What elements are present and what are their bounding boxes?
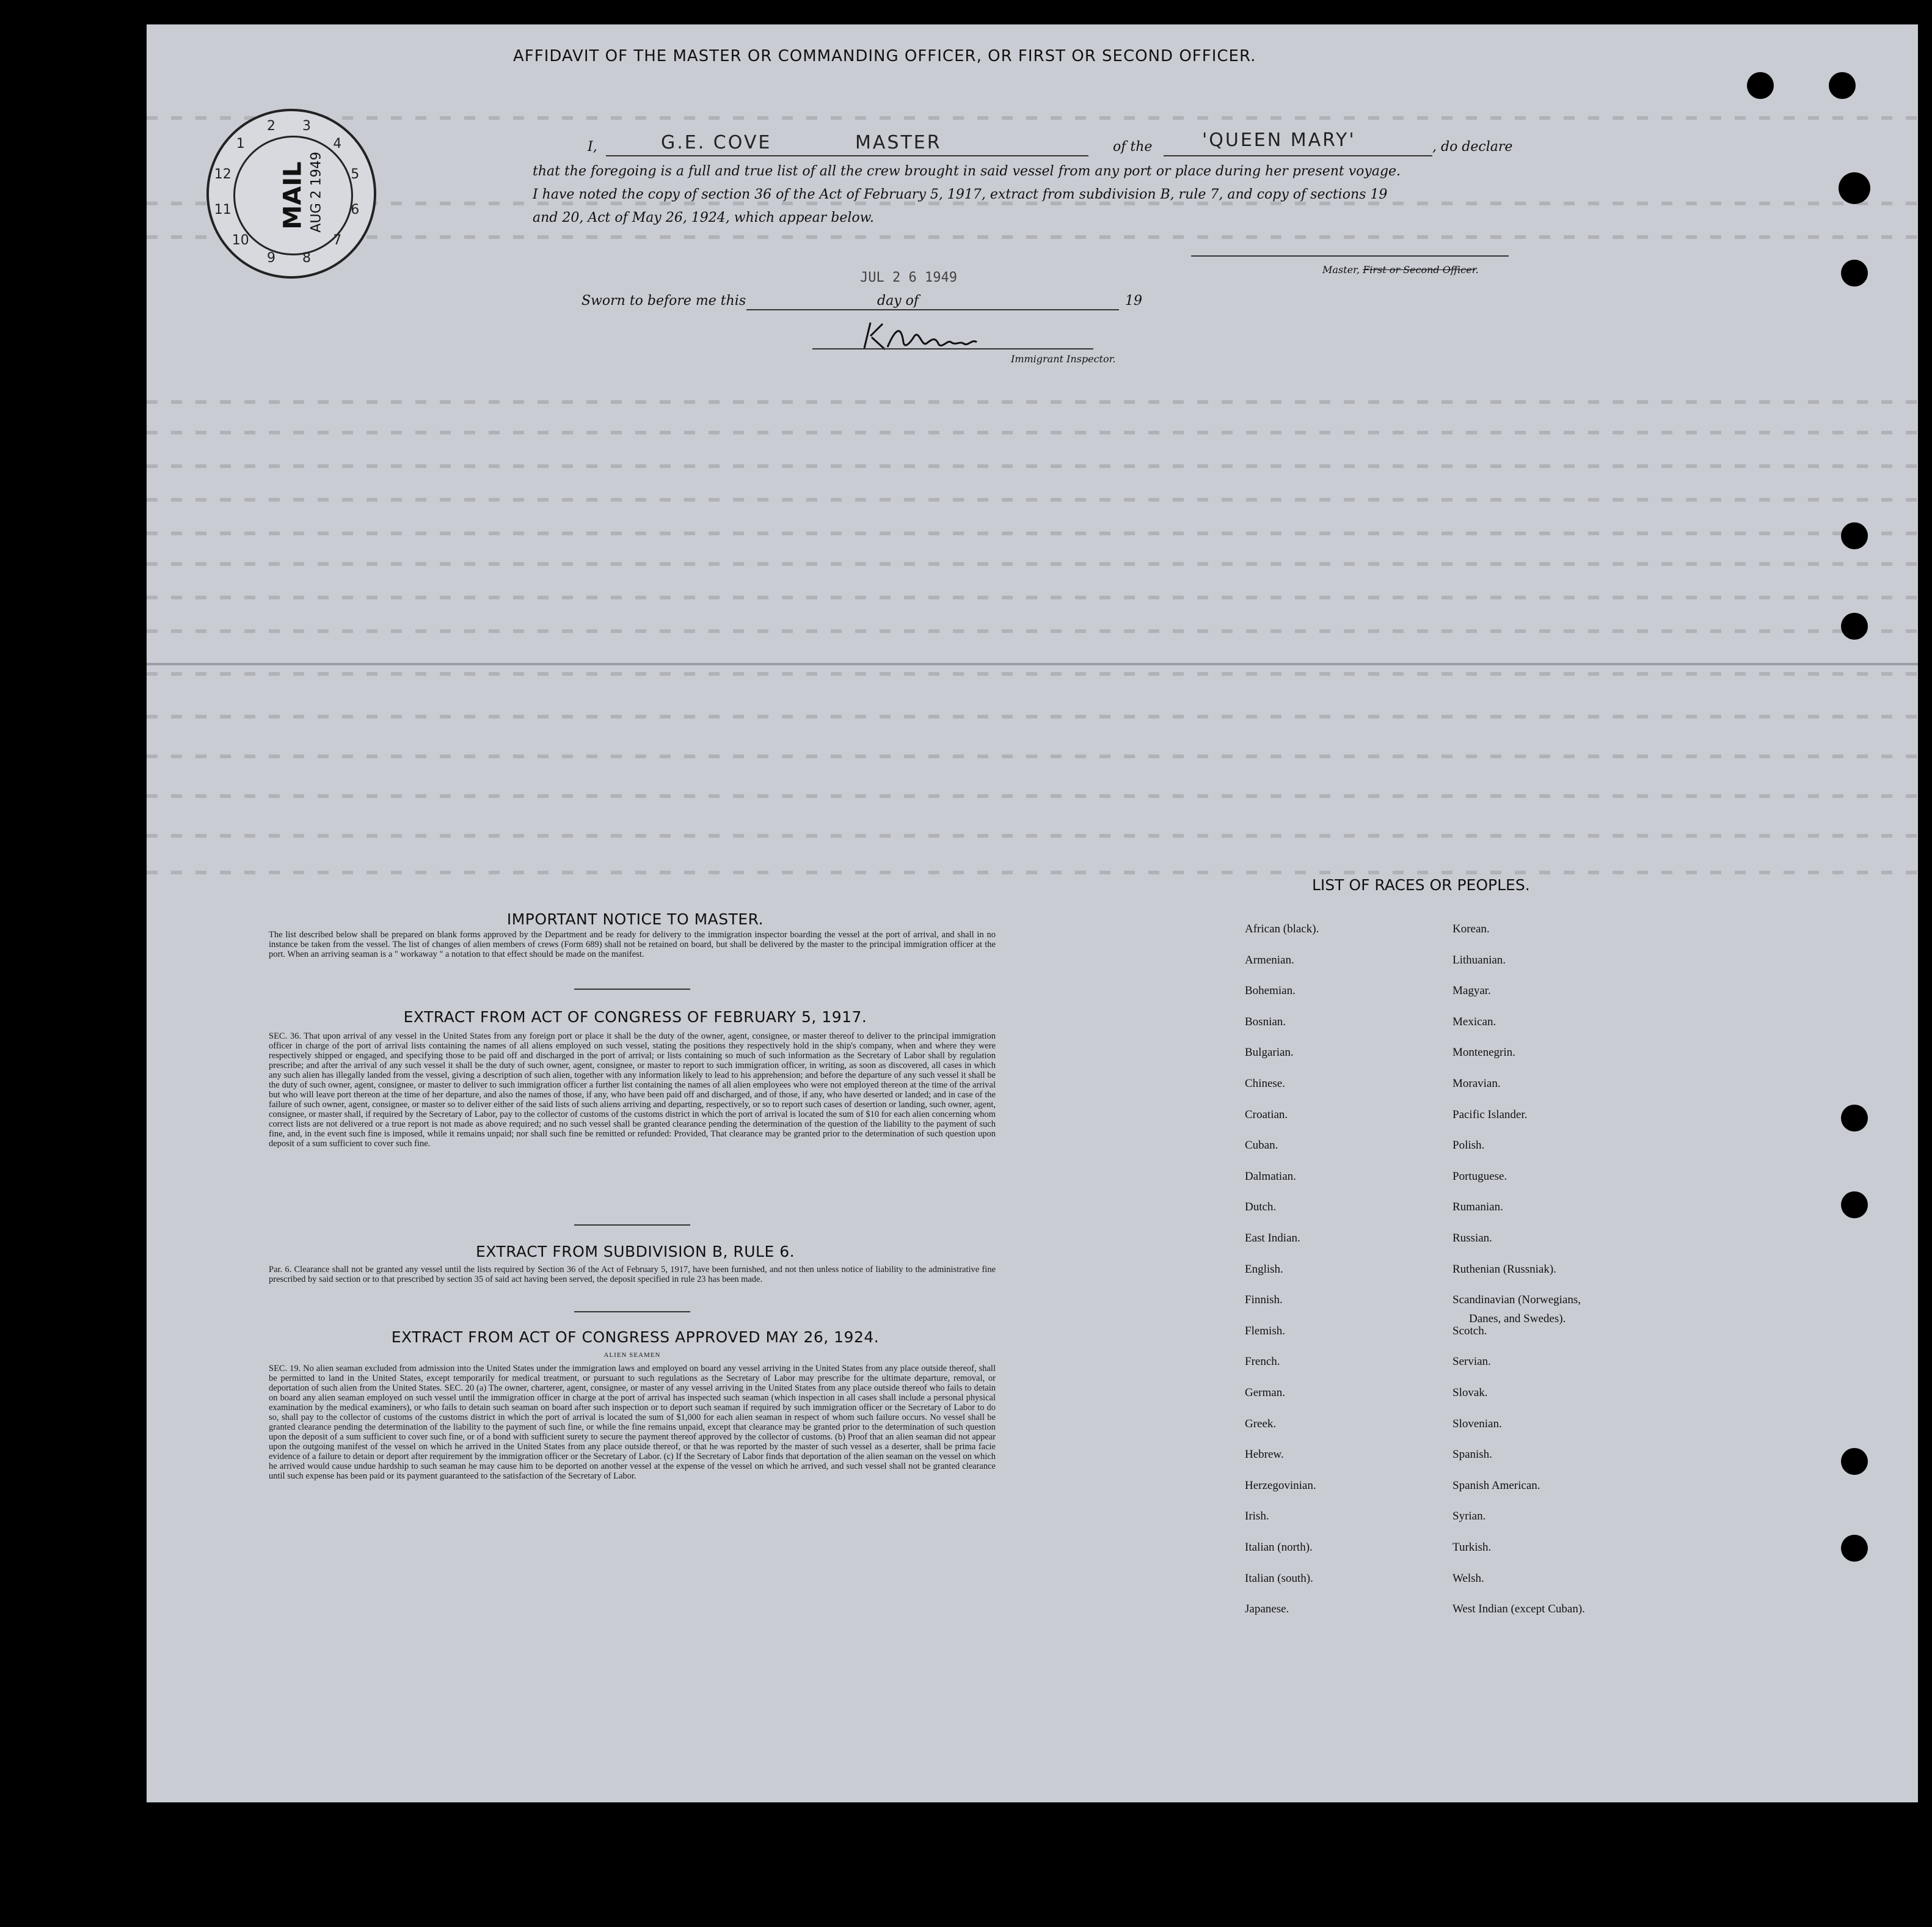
race-item: Servian. (1453, 1355, 1491, 1369)
race-item: Japanese. (1245, 1603, 1289, 1616)
notice-body: The list described below shall be prepared on blank forms approved by the Department and be ready for delivery to the immigration inspector boarding the vessel at the port of arrival, and shall in no instance be taken from the vessel. The list of changes of alien members of crews (Form 689) shall not be retained on board, but shall be delivered by the master to the principal immigration officer at the port. When an arriving seaman is a " workaway " a notation to that effect should be made on the manifest. (269, 930, 996, 959)
postmark-number: 12 (214, 167, 231, 182)
race-item: Moravian. (1453, 1077, 1501, 1090)
section-divider (574, 1224, 690, 1226)
race-item: Chinese. (1245, 1077, 1285, 1090)
race-item: Russian. (1453, 1232, 1492, 1245)
race-item: Korean. (1453, 923, 1490, 935)
race-item: Dalmatian. (1245, 1169, 1296, 1183)
postmark-date: AUG 2 1949 (308, 152, 324, 233)
race-item: Bohemian. (1245, 984, 1296, 998)
race-item: Slovenian. (1453, 1417, 1502, 1430)
affidavit-text-line-2: I have noted the copy of section 36 of the Act of February 5, 1917, extract from subdivision B, rule 7, and copy of sections 19 (533, 187, 1388, 202)
binder-hole (1829, 72, 1856, 99)
race-item: Montenegrin. (1453, 1046, 1515, 1059)
race-item-scandinavian-cont: Danes, and Swedes). (1469, 1312, 1566, 1325)
master-name-handwritten: G.E. COVE (661, 132, 772, 153)
race-item: Rumanian. (1453, 1201, 1503, 1214)
postmark-number: 3 (302, 118, 311, 134)
race-item: West Indian (except Cuban). (1453, 1603, 1585, 1616)
race-item: Ruthenian (Russniak). (1453, 1262, 1556, 1276)
sworn-label: Sworn to before me this (581, 293, 746, 309)
race-item: Italian (north). (1245, 1541, 1313, 1554)
notice-title: IMPORTANT NOTICE TO MASTER. (506, 910, 764, 928)
vessel-name-handwritten: 'QUEEN MARY' (1202, 130, 1356, 151)
i-label: I, (588, 139, 597, 155)
binder-hole (1841, 613, 1868, 640)
extract-1924-body: SEC. 19. No alien seaman excluded from admission into the United States under the immigration laws and employed on board any vessel arriving in the United States from any place outside thereof, shall be permitted to land in the United States, except temporarily for medical treatment, or pursuant to such regulations as the Secretary of Labor may prescribe for the ultimate departure, removal, or deportation of such alien from the United States. SEC. 20 (a) The owner, charterer, agent, consignee, or master of any vessel arriving in the United States from any place outside thereof who fails to detain on board any alien seaman employed on such vessel until the immigration officer in charge at the port of arrival has inspected such seaman (which inspection in all cases shall include a personal physical examination by the medical examiners), or who fails to detain such seaman on board after such inspection or to deport such seaman if required by such immigration officer or the Secretary of Labor to do so, shall pay to the collector of customs of the customs district in which the port of arrival is located the sum of $1,000 for each alien seaman in respect of whom such failure occurs. No vessel shall be granted clearance pending the determination of the liability to the payment of such fine, or while the fine remains unpaid, except that clearance may be granted prior to the determination of such question upon the deposit of a sum sufficient to cover such fine, or of a bond with sufficient surety to secure the payment thereof approved by the collector of customs. (b) Proof that an alien seaman did not appear upon the outgoing manifest of the vessel on which he arrived in the United States from any place outside thereof, or that he was reported by the master of such vessel as a deserter, shall be prima facie evidence of a failure to detain or deport after requirement by the immigration officer or the Secretary of Labor. (c) If the Secretary of Labor finds that deportation of the alien seaman on the vessel on which he arrived would cause undue hardship to such seaman he may cause him to be deported on another vessel at the expense of the vessel on which he arrived, and such vessel shall not be granted clearance until such expense has been paid or its payment guaranteed to the satisfaction of the Secretary of Labor. (269, 1364, 996, 1481)
day-of-label: day of (877, 293, 919, 309)
inspector-signature-line (812, 348, 1093, 349)
race-item: Croatian. (1245, 1108, 1288, 1121)
race-item: French. (1245, 1355, 1280, 1369)
race-item: Bulgarian. (1245, 1046, 1294, 1059)
race-item: Lithuanian. (1453, 953, 1506, 967)
do-declare-label: , do declare (1432, 139, 1513, 155)
year-label: 19 (1125, 293, 1142, 309)
mail-postmark-stamp (206, 109, 376, 279)
race-item: Syrian. (1453, 1510, 1486, 1523)
month-blank (924, 293, 1119, 310)
page-fold-line (147, 663, 1918, 665)
affidavit-title: AFFIDAVIT OF THE MASTER OR COMMANDING OFFICER, OR FIRST OR SECOND OFFICER. (513, 47, 1256, 65)
binder-hole (1841, 522, 1868, 549)
race-item: Greek. (1245, 1417, 1277, 1430)
race-item: Irish. (1245, 1510, 1269, 1523)
race-item: Magyar. (1453, 984, 1491, 998)
race-item: English. (1245, 1262, 1283, 1276)
extract-1924-title: EXTRACT FROM ACT OF CONGRESS APPROVED MAY 26, 1924. (391, 1328, 880, 1346)
race-item: Pacific Islander. (1453, 1108, 1528, 1121)
binder-hole (1841, 1535, 1868, 1562)
postmark-number: 4 (333, 136, 342, 152)
extract-1917-body: SEC. 36. That upon arrival of any vessel in the United States from any foreign port or place it shall be the duty of the owner, agent, consignee, or master thereof to deliver to the principal immigration officer in charge of the port of arrival lists containing the names of all aliens employed on such vessel, stating the positions they respectively hold in the ship's company, when and where they were respectively shipped or engaged, and specifying those to be paid off and discharged in the port of arrival; or lists containing so much of such information as the Secretary of Labor shall by regulation prescribe; and after the arrival of any such vessel it shall be the duty of such owner, agent, consignee, or master to report to such immigration officer, in writing, as soon as discovered, all cases in which any such alien has illegally landed from the vessel, giving a description of such alien, together with any information likely to lead to his apprehension; and before the departure of any such vessel it shall be the duty of such owner, agent, consignee, or master to deliver to such immigration officer a further list containing the names of all alien employees who were not employed thereon at the time of the arrival but who will leave port thereon at the time of her departure, and also the names of those, if any, who have been paid off and discharged, and of those, if any, who have deserted or landed; and in case of the failure of such owner, agent, consignee, or master so to deliver either of the said lists of such aliens arriving and departing, respectively, or so to report such cases of desertion or landing, such owner, agent, consignee, or master shall, if required by the Secretary of Labor, pay to the collector of customs of the customs district in which the port of arrival is located the sum of $10 for each alien concerning whom correct lists are not delivered or a true report is not made as above required; and no such vessel shall be granted clearance pending the determination of the question of the liability to the payment of such fine, and, in the event such fine is imposed, while it remains unpaid; nor shall such fine be remitted or refunded: Provided, That clearance may be granted prior to the determination of such question upon deposit of a sum sufficient to cover such fine. (269, 1031, 996, 1149)
binder-hole (1839, 172, 1870, 204)
master-label: Master, (1322, 264, 1360, 276)
subdivision-title: EXTRACT FROM SUBDIVISION B, RULE 6. (475, 1243, 795, 1260)
race-item: Flemish. (1245, 1324, 1285, 1337)
postmark-number: 9 (267, 250, 275, 266)
master-rank-handwritten: MASTER (855, 132, 942, 153)
of-the-label: of the (1113, 139, 1153, 155)
master-signature-line (1191, 255, 1509, 257)
race-item: Spanish American. (1453, 1479, 1540, 1492)
race-item: Herzegovinian. (1245, 1479, 1316, 1492)
affidavit-text-line-1: that the foregoing is a full and true list of all the crew brought in said vessel from any port or place during her present voyage. (533, 164, 1401, 179)
binder-hole (1841, 1191, 1868, 1218)
postmark-number: 11 (214, 202, 231, 218)
postmark-number: 2 (267, 118, 275, 134)
race-item: Portuguese. (1453, 1169, 1507, 1183)
postmark-word: MAIL (279, 161, 307, 230)
race-item: Welsh. (1453, 1571, 1484, 1585)
master-officer-label: Master, First or Second Officer. (1322, 264, 1479, 276)
race-item: Polish. (1453, 1139, 1485, 1152)
race-item: Dutch. (1245, 1201, 1277, 1214)
race-item: Mexican. (1453, 1015, 1496, 1028)
binder-hole (1747, 72, 1774, 99)
postmark-number: 7 (333, 233, 342, 249)
binder-hole (1841, 1105, 1868, 1132)
race-item: Hebrew. (1245, 1448, 1284, 1461)
postmark-number: 8 (302, 250, 311, 266)
race-item: Bosnian. (1245, 1015, 1286, 1028)
races-title: LIST OF RACES OR PEOPLES. (1312, 876, 1530, 894)
binder-hole (1841, 260, 1868, 287)
section-divider (574, 1311, 690, 1312)
race-item: African (black). (1245, 923, 1319, 935)
race-item: East Indian. (1245, 1232, 1300, 1245)
extract-1917-title: EXTRACT FROM ACT OF CONGRESS OF FEBRUARY 5, 1917. (403, 1008, 867, 1026)
race-item: Finnish. (1245, 1293, 1283, 1307)
affidavit-text-line-3: and 20, Act of May 26, 1924, which appear below. (533, 210, 874, 225)
binder-hole (1841, 1448, 1868, 1475)
race-item: Armenian. (1245, 953, 1294, 967)
extract-1924-subtitle: ALIEN SEAMEN (603, 1351, 661, 1359)
postmark-number: 6 (351, 202, 360, 218)
postmark-number: 1 (236, 136, 245, 152)
postmark-inner-ring (233, 136, 353, 255)
race-item: Cuban. (1245, 1139, 1278, 1152)
race-item: Italian (south). (1245, 1571, 1313, 1585)
race-item: Scotch. (1453, 1324, 1487, 1337)
postmark-number: 10 (231, 233, 249, 249)
subdivision-body: Par. 6. Clearance shall not be granted any vessel until the lists required by Section 36 of the Act of February 5, 1917, have been furnished, and not then unless notice of liability to the administrative fine prescribed by said section or to that prescribed by section 35 of said act having been served, the deposit specified in rule 23 has been made. (269, 1265, 996, 1284)
postmark-number: 5 (351, 167, 360, 182)
race-item: Spanish. (1453, 1448, 1492, 1461)
race-item: German. (1245, 1386, 1285, 1399)
race-item: Scandinavian (Norwegians, (1453, 1293, 1581, 1307)
race-item: Slovak. (1453, 1386, 1488, 1399)
officer-struck-label: First or Second Officer (1363, 264, 1476, 276)
inspector-label: Immigrant Inspector. (1011, 353, 1116, 365)
sworn-date-stamp: JUL 2 6 1949 (860, 270, 957, 285)
section-divider (574, 989, 690, 990)
race-item: Turkish. (1453, 1541, 1492, 1554)
